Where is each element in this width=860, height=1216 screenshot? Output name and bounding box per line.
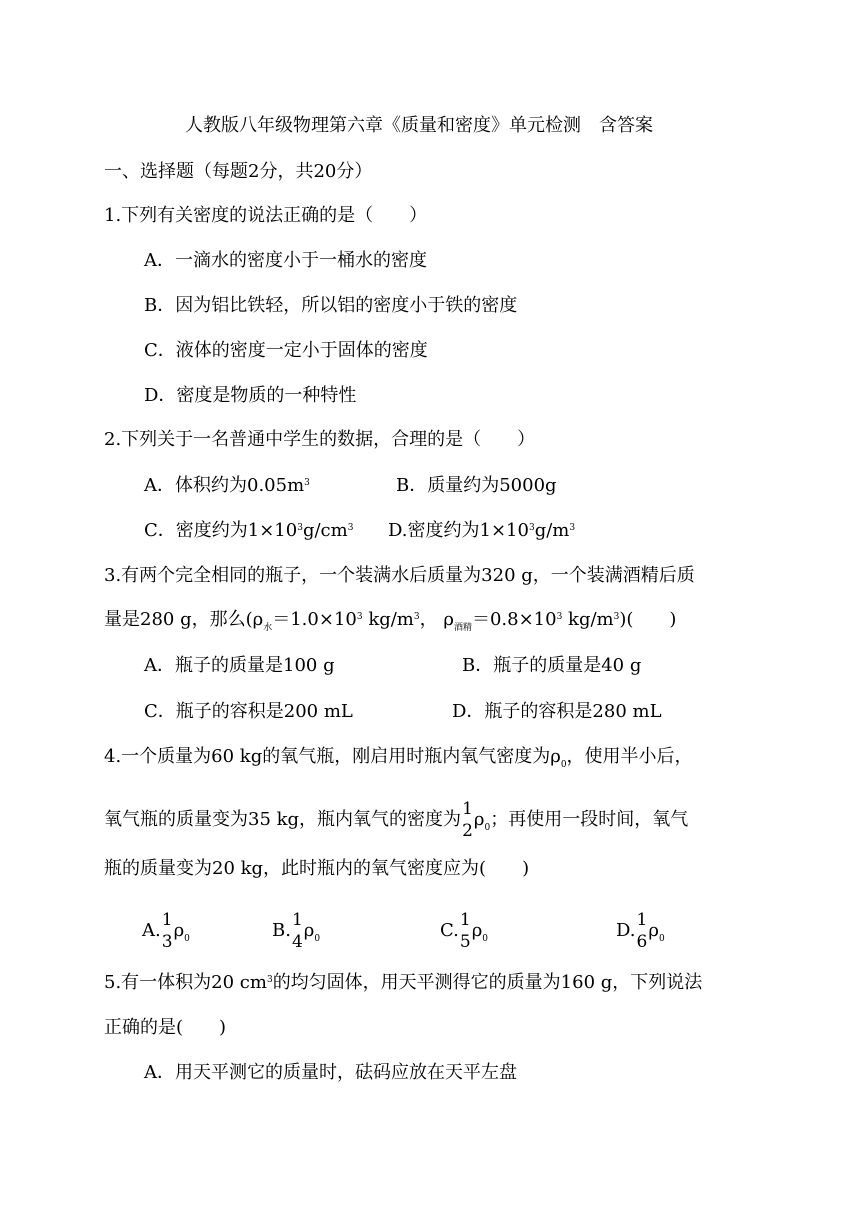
superscript: 3 bbox=[347, 523, 354, 533]
fraction bbox=[460, 909, 471, 953]
subscript: 水 bbox=[263, 623, 273, 633]
question-3-option-d: D．瓶子的容积是280 mL bbox=[452, 701, 662, 722]
question-1-option-a: A．一滴水的密度小于一桶水的密度 bbox=[144, 250, 427, 271]
text-run: )( ) bbox=[619, 609, 677, 630]
superscript: 3 bbox=[356, 612, 363, 622]
question-3-option-c: C．瓶子的容积是200 mL bbox=[144, 701, 353, 722]
text-run: ρ bbox=[473, 809, 485, 830]
text-run: ＝1.0×10 bbox=[272, 609, 357, 630]
text-run: 氧气瓶的质量变为35 kg，瓶内氧气的密度为 bbox=[104, 809, 462, 830]
option-letter: B. bbox=[272, 920, 291, 941]
rho-symbol: ρ bbox=[303, 920, 315, 941]
subscript: 0 bbox=[658, 934, 665, 944]
fraction bbox=[637, 909, 648, 953]
text-run: ， ρ bbox=[419, 609, 454, 630]
question-3-option-a: A．瓶子的质量是100 g bbox=[144, 655, 335, 676]
denominator: 4 bbox=[291, 932, 303, 952]
question-2-option-b: B．质量约为5000g bbox=[396, 475, 557, 496]
rho-symbol: ρ bbox=[173, 920, 185, 941]
fraction bbox=[292, 909, 303, 953]
question-2-stem: 2.下列关于一名普通中学生的数据，合理的是（ ） bbox=[104, 429, 536, 450]
question-1-option-c: C．液体的密度一定小于固体的密度 bbox=[144, 340, 428, 361]
question-3-line-1: 3.有两个完全相同的瓶子，一个装满水后质量为320 g，一个装满酒精后质 bbox=[104, 565, 695, 586]
denominator: 2 bbox=[462, 821, 473, 841]
subscript: 0 bbox=[560, 760, 567, 770]
option-letter: D. bbox=[616, 920, 636, 941]
question-4-option-d bbox=[616, 909, 665, 953]
text-run: ＝0.8×10 bbox=[471, 609, 557, 630]
question-4-option-b bbox=[272, 909, 320, 953]
fraction-one-half bbox=[462, 798, 473, 842]
text-run: kg/m bbox=[362, 609, 414, 630]
denominator: 6 bbox=[636, 932, 648, 952]
superscript: 3 bbox=[569, 523, 576, 533]
option-text: D.密度约为1×10 bbox=[388, 520, 529, 541]
question-4-line-1 bbox=[104, 745, 693, 772]
question-1-option-d: D．密度是物质的一种特性 bbox=[144, 385, 357, 406]
denominator: 3 bbox=[161, 932, 173, 952]
question-4-line-2 bbox=[104, 798, 688, 842]
numerator: 1 bbox=[161, 910, 173, 930]
option-text: A．体积约为0.05m bbox=[144, 475, 305, 496]
option-letter: C. bbox=[440, 920, 459, 941]
superscript: 3 bbox=[297, 523, 303, 533]
question-4-line-3: 瓶的质量变为20 kg，此时瓶内的氧气密度应为( ) bbox=[104, 858, 530, 879]
question-1-stem: 1.下列有关密度的说法正确的是（ ） bbox=[104, 205, 428, 226]
option-letter: A. bbox=[142, 920, 161, 941]
numerator: 1 bbox=[459, 910, 471, 930]
rho-symbol: ρ bbox=[471, 920, 483, 941]
question-5-line-1 bbox=[104, 971, 702, 995]
section-header: 一、选择题（每题2分，共20分） bbox=[104, 161, 373, 182]
text-run: ；再使用一段时间，氧气 bbox=[490, 809, 689, 830]
question-2-option-a bbox=[144, 474, 310, 498]
subscript: 酒精 bbox=[453, 623, 472, 633]
question-5-option-a: A．用天平测它的质量时，砝码应放在天平左盘 bbox=[144, 1062, 517, 1083]
denominator: 5 bbox=[459, 932, 471, 952]
question-2-option-c bbox=[144, 519, 353, 543]
numerator: 1 bbox=[636, 910, 648, 930]
superscript: 3 bbox=[528, 523, 535, 533]
subscript: 0 bbox=[484, 823, 491, 833]
option-text: g/cm bbox=[302, 520, 348, 541]
question-4-option-c bbox=[440, 909, 488, 953]
superscript: 3 bbox=[613, 612, 620, 622]
option-text: g/m bbox=[534, 520, 570, 541]
text-run: kg/m bbox=[562, 609, 614, 630]
superscript: 3 bbox=[304, 478, 310, 488]
option-text: C．密度约为1×10 bbox=[144, 520, 298, 541]
page-title: 人教版八年级物理第六章《质量和密度》单元检测 含答案 bbox=[185, 115, 653, 136]
question-3-line-2 bbox=[104, 608, 676, 635]
subscript: 0 bbox=[482, 934, 489, 944]
text-run: 4.一个质量为60 kg的氧气瓶，刚启用时瓶内氧气密度为ρ bbox=[104, 746, 561, 767]
text-run: 量是280 g，那么(ρ bbox=[104, 609, 264, 630]
question-3-option-b: B．瓶子的质量是40 g bbox=[462, 655, 642, 676]
subscript: 0 bbox=[184, 934, 190, 944]
question-5-line-2: 正确的是( ) bbox=[104, 1017, 227, 1038]
text-run: 5.有一体积为20 cm bbox=[104, 972, 267, 993]
numerator: 1 bbox=[462, 799, 473, 819]
superscript: 3 bbox=[413, 612, 420, 622]
question-4-option-a bbox=[142, 909, 190, 953]
numerator: 1 bbox=[291, 910, 303, 930]
question-2-option-d bbox=[388, 519, 575, 543]
superscript: 3 bbox=[266, 975, 273, 985]
question-1-option-b: B．因为铝比铁轻，所以铝的密度小于铁的密度 bbox=[144, 295, 518, 316]
fraction bbox=[162, 909, 173, 953]
subscript: 0 bbox=[314, 934, 321, 944]
text-run: ，使用半小后， bbox=[566, 746, 693, 767]
text-run: 的均匀固体，用天平测得它的质量为160 g，下列说法 bbox=[272, 972, 703, 993]
rho-symbol: ρ bbox=[648, 920, 659, 941]
superscript: 3 bbox=[556, 612, 563, 622]
